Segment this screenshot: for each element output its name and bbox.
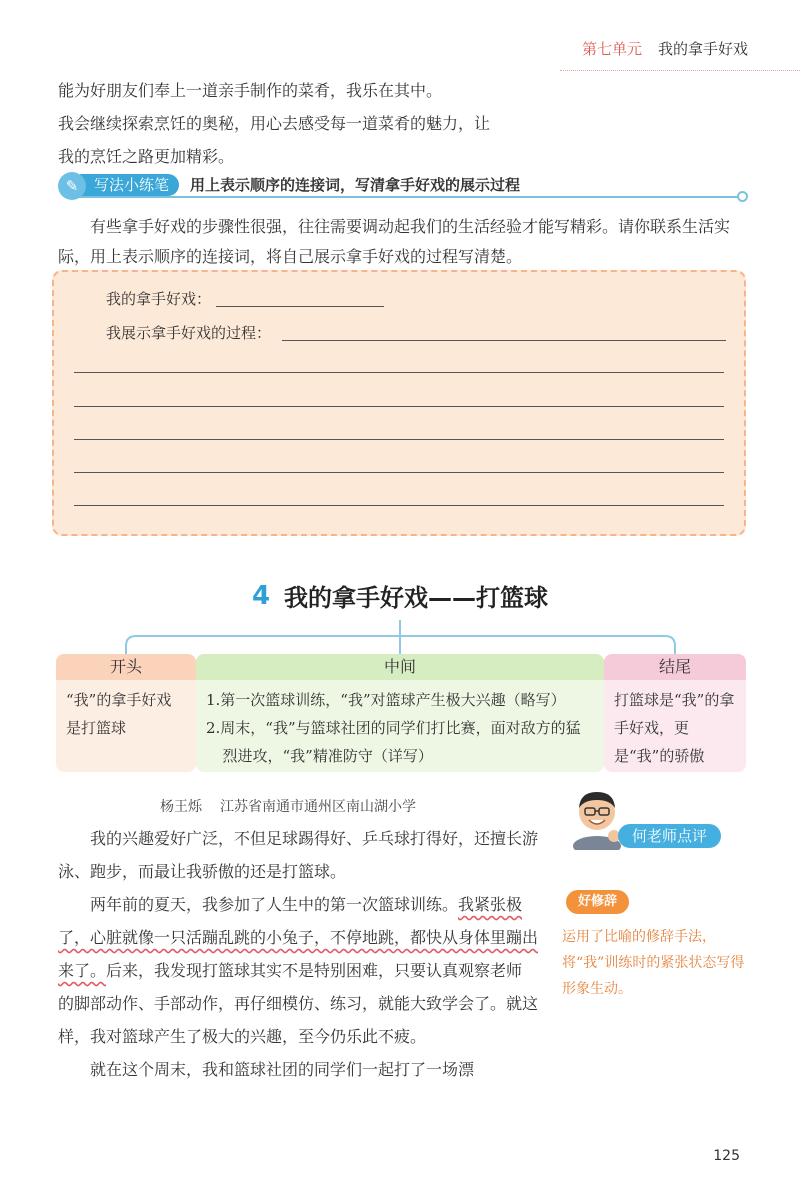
page-number: 125 [713,1148,740,1164]
rhetoric-badge: 好修辞 [566,890,629,914]
teacher-comment-badge: 何老师点评 [618,824,721,848]
byline [160,796,434,816]
skill-answer-line[interactable] [216,306,384,307]
essay-text: 两年前的夏天，我参加了人生中的第一次篮球训练。 [90,895,459,914]
pen-icon: ✎ [58,172,86,200]
section-intro: 有些拿手好戏的步骤性很强，往往需要调动起我们的生活经验才能写精彩。请你联系生活实际，用上表示顺序的连接词，将自己展示拿手好戏的过程写清楚。 [58,217,731,266]
essay-text: 后来，我发现打篮球其实不是特别困难，只要认真观察老师的脚部动作、手部动作，再仔细模仿、练习，就能大致学会了。就这样，我对篮球产生了极大的兴趣，至今仍乐此不疲。 [58,961,539,1046]
answer-line[interactable] [74,406,724,407]
essay-paragraph: 就在这个周末，我和篮球社团的同学们一起打了一场漂 [90,1060,475,1079]
header-divider [560,70,800,71]
highlighted-sentence: 我紧张极了，心脏就像一只活蹦乱跳的小兔子，不停地跳，都快从身体里蹦出来了。 [58,895,539,980]
essay-title-text: 我的拿手好戏——打篮球 [284,584,549,612]
section-badge: 写法小练笔 [80,174,179,196]
outline-middle [196,654,604,772]
unit-title: 我的拿手好戏 [657,40,748,58]
writing-box [52,270,746,536]
section-heading: 用上表示顺序的连接词，写清拿手好戏的展示过程 [190,176,521,194]
teacher-comment: 运用了比喻的修辞手法，将“我”训练时的紧张状态写得形象生动。 [562,929,745,997]
essay-paragraph [58,888,538,1053]
middle-head: 中间 [196,654,604,680]
top-paragraph-line: 能为好朋友们奉上一道亲手制作的菜肴，我乐在其中。 [58,81,443,100]
ending-head: 结尾 [604,654,746,680]
middle-body [196,680,604,776]
answer-line[interactable] [74,372,724,373]
ending-body: 打篮球是“我”的拿手好戏，更是“我”的骄傲 [614,691,735,765]
outline-ending [604,654,746,772]
process-answer-line[interactable] [282,340,726,341]
section-end-dot [737,191,748,202]
section-bar [58,172,748,202]
author-name: 杨王烁 [160,799,202,815]
opening-body: “我”的拿手好戏是打篮球 [66,691,172,737]
section-underline [78,196,742,198]
top-paragraph-line: 我会继续探索烹饪的奥秘，用心去感受每一道菜肴的魅力，让 [58,114,491,133]
answer-line[interactable] [74,505,724,506]
process-label: 我展示拿手好戏的过程： [106,324,272,342]
teacher-avatar-icon [570,786,624,850]
essay-paragraph: 我的兴趣爱好广泛，不但足球踢得好、乒乓球打得好，还擅长游泳、跑步，而最让我骄傲的还是打篮球。 [58,829,539,881]
middle-item: 2.周末，“我”与篮球社团的同学们打比赛，面对敌方的猛烈进攻，“我”精准防守（详写） [206,719,581,765]
skill-label: 我的拿手好戏： [106,290,212,308]
page-header [582,38,748,59]
middle-item: 1.第一次篮球训练，“我”对篮球产生极大兴趣（略写） [206,691,566,709]
essay-body [58,822,538,1086]
top-paragraph-line: 我的烹饪之路更加精彩。 [58,147,235,166]
top-paragraph [58,74,538,173]
unit-label: 第七单元 [581,40,642,58]
essay-number: 4 [251,580,271,611]
opening-head: 开头 [56,654,196,680]
school-name: 江苏省南通市通州区南山湖小学 [220,799,416,815]
outline-opening [56,654,196,772]
answer-line[interactable] [74,472,724,473]
answer-line[interactable] [74,439,724,440]
essay-title [0,578,800,613]
